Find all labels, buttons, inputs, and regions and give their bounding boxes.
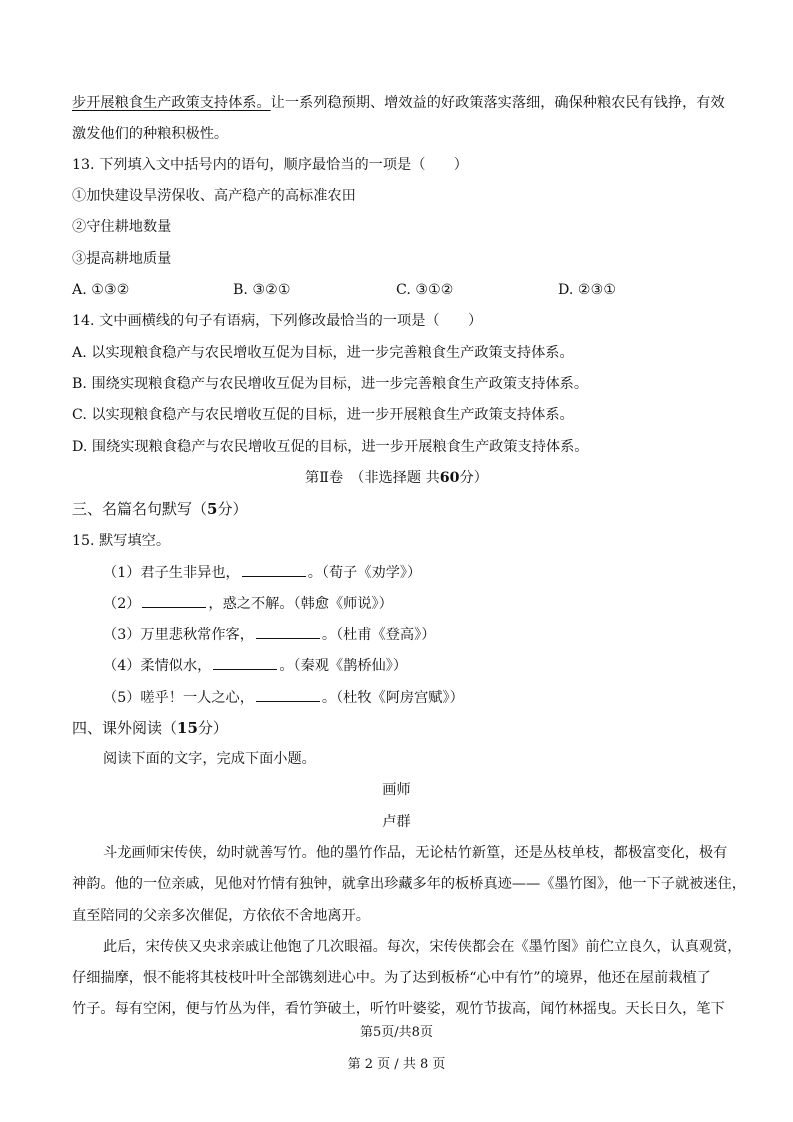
q14-option-c: C. 以实现粮食稳产与农民增收互促的目标，进一步开展粮食生产政策支持体系。 — [72, 407, 574, 423]
q15-item: （2） ，惑之不解。（韩愈《师说》） — [103, 593, 733, 614]
q15-item: （5）嗟乎！一人之心， 。（杜牧《阿房宫赋》） — [103, 687, 733, 708]
q13-item: ②守住耕地数量 — [72, 219, 172, 235]
reading-paragraph-line: 竹子。每有空闲，便与竹丛为伴，看竹笋破土，听竹叶婆娑，观竹节拔高，闻竹林摇曳。天长日久，笔下 — [72, 1001, 725, 1017]
fill-blank[interactable] — [142, 593, 206, 608]
q13-option-b: B. ③②① — [233, 282, 291, 298]
q14-option-b: B. 围绕实现粮食稳产与农民增收互促为目标，进一步完善粮食生产政策支持体系。 — [72, 376, 589, 392]
reading-author: 卢群 — [382, 814, 411, 830]
q13-option-c: C. ③①② — [396, 282, 454, 298]
section3-heading: 三、名篇名句默写（5分） — [72, 500, 248, 518]
q14-stem: 14. 文中画横线的句子有语病，下列修改最恰当的一项是（ ） — [72, 313, 483, 329]
fill-blank[interactable] — [213, 655, 277, 670]
q14-option-a: A. 以实现粮食稳产与农民增收互促为目标，进一步完善粮食生产政策支持体系。 — [72, 345, 574, 361]
q13-option-a: A. ①③② — [72, 282, 130, 298]
reading-paragraph-line: 斗龙画师宋传侠，幼时就善写竹。他的墨竹作品，无论枯竹新篁，还是丛枝单枝，都极富变化，极有 — [103, 845, 728, 861]
reading-title: 画师 — [382, 782, 411, 798]
fill-blank[interactable] — [256, 687, 320, 702]
q13-option-d: D. ②③① — [558, 282, 617, 298]
part2-heading: 第Ⅱ卷 （非选择题 共60分） — [305, 470, 488, 486]
q15-item: （3）万里悲秋常作客， 。（杜甫《登高》） — [103, 624, 733, 645]
reading-paragraph-line: 神韵。他的一位亲戚，见他对竹情有独钟，就拿出珍藏多年的板桥真迹——《墨竹图》，他一下子就被迷住， — [72, 876, 746, 892]
reading-instruction: 阅读下面的文字，完成下面小题。 — [103, 751, 316, 767]
section4-heading: 四、课外阅读（15分） — [72, 719, 228, 737]
inner-page-number: 第5页/共8页 — [360, 1025, 433, 1040]
underlined-sentence: 步开展粮食生产政策支持体系。 — [72, 95, 271, 111]
reading-paragraph-line: 仔细揣摩，恨不能将其枝枝叶叶全部镌刻进心中。为了达到板桥“心中有竹”的境界，他还在屋前栽植了 — [72, 970, 711, 986]
q15-item: （4）柔情似水， 。（秦观《鹊桥仙》） — [103, 655, 733, 676]
page-footer: 第 2 页 / 共 8 页 — [347, 1057, 446, 1072]
fill-blank[interactable] — [242, 562, 306, 577]
q13-options — [72, 280, 733, 300]
q13-item: ①加快建设旱涝保收、高产稳产的高标准农田 — [72, 188, 356, 204]
passage-continuation-line-2: 激发他们的种粮积极性。 — [72, 126, 229, 142]
reading-paragraph-line: 此后，宋传侠又央求亲戚让他饱了几次眼福。每次，宋传侠都会在《墨竹图》前伫立良久，认真观赏， — [103, 939, 742, 955]
q15-stem: 15. 默写填空。 — [72, 533, 171, 549]
q13-item: ③提高耕地质量 — [72, 251, 172, 267]
reading-paragraph-line: 直至陪同的父亲多次催促，方依依不舍地离开。 — [72, 908, 370, 924]
q14-option-d: D. 围绕实现粮食稳产与农民增收互促的目标，进一步开展粮食生产政策支持体系。 — [72, 439, 589, 455]
q13-stem: 13. 下列填入文中括号内的语句，顺序最恰当的一项是（ ） — [72, 157, 468, 173]
fill-blank[interactable] — [256, 624, 320, 639]
q15-item: （1）君子生非异也， 。（荀子《劝学》） — [103, 562, 733, 583]
passage-continuation-line: 步开展粮食生产政策支持体系。让一系列稳预期、增效益的好政策落实落细，确保种粮农民有钱挣，有效 — [72, 95, 725, 111]
